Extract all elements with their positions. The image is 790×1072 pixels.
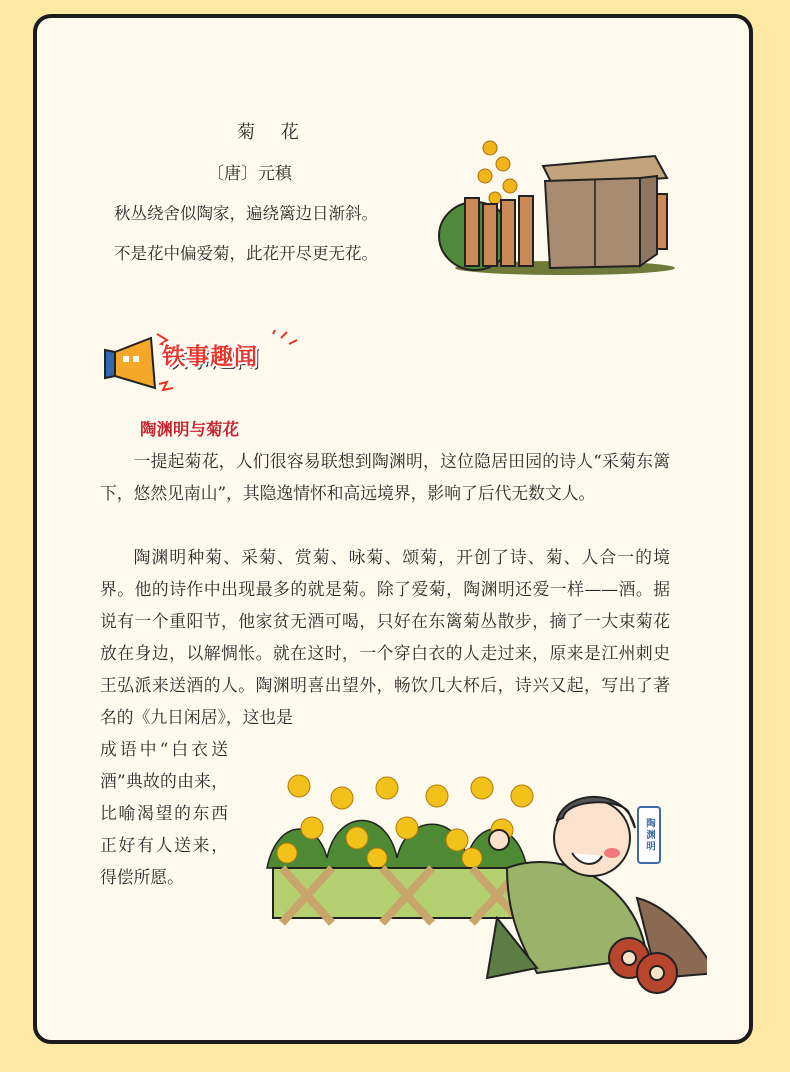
paragraph-end: 成语中“白衣送酒”典故的由来，比喻渴望的东西正好有人送来，得偿所愿。 [100,739,228,887]
name-tag: 陶渊明 [637,806,661,864]
section-title: 铁事趣闻 [162,344,258,370]
page-card [33,14,753,1044]
tao-yuanming-illustration [237,758,707,1008]
poem-title: 菊 花 [237,122,309,143]
paragraph: 陶渊明种菊、采菊、赏菊、咏菊、颂菊，开创了诗、菊、人合一的境界。他的诗作中出现最多的就是菊。除了爱菊，陶渊明还爱一样——酒。据说有一个重阳节，他家贫无酒可喝，只好在东篱菊丛散步，摘了一大束菊花放在身边，以解惆怅。就在这时，一个穿白衣的人走过来，原来是江州刺史王弘派来送酒的人。陶渊明喜出望外，畅饮几大杯后，诗兴又起，写出了著名的《九日闲居》，这也是 [100,547,670,727]
sub-heading: 陶渊明与菊花 [140,420,239,439]
shed-illustration [435,126,675,276]
poem-line: 不是花中偏爱菊，此花开尽更无花。 [114,244,378,263]
poem-line: 秋丛绕舍似陶家，遍绕篱边日渐斜。 [114,204,378,223]
poem-author: 〔唐〕元稹 [207,164,292,184]
paragraph: 一提起菊花，人们很容易联想到陶渊明，这位隐居田园的诗人“采菊东篱下，悠然见南山”，其隐逸情怀和高远境界，影响了后代无数文人。 [100,451,670,503]
